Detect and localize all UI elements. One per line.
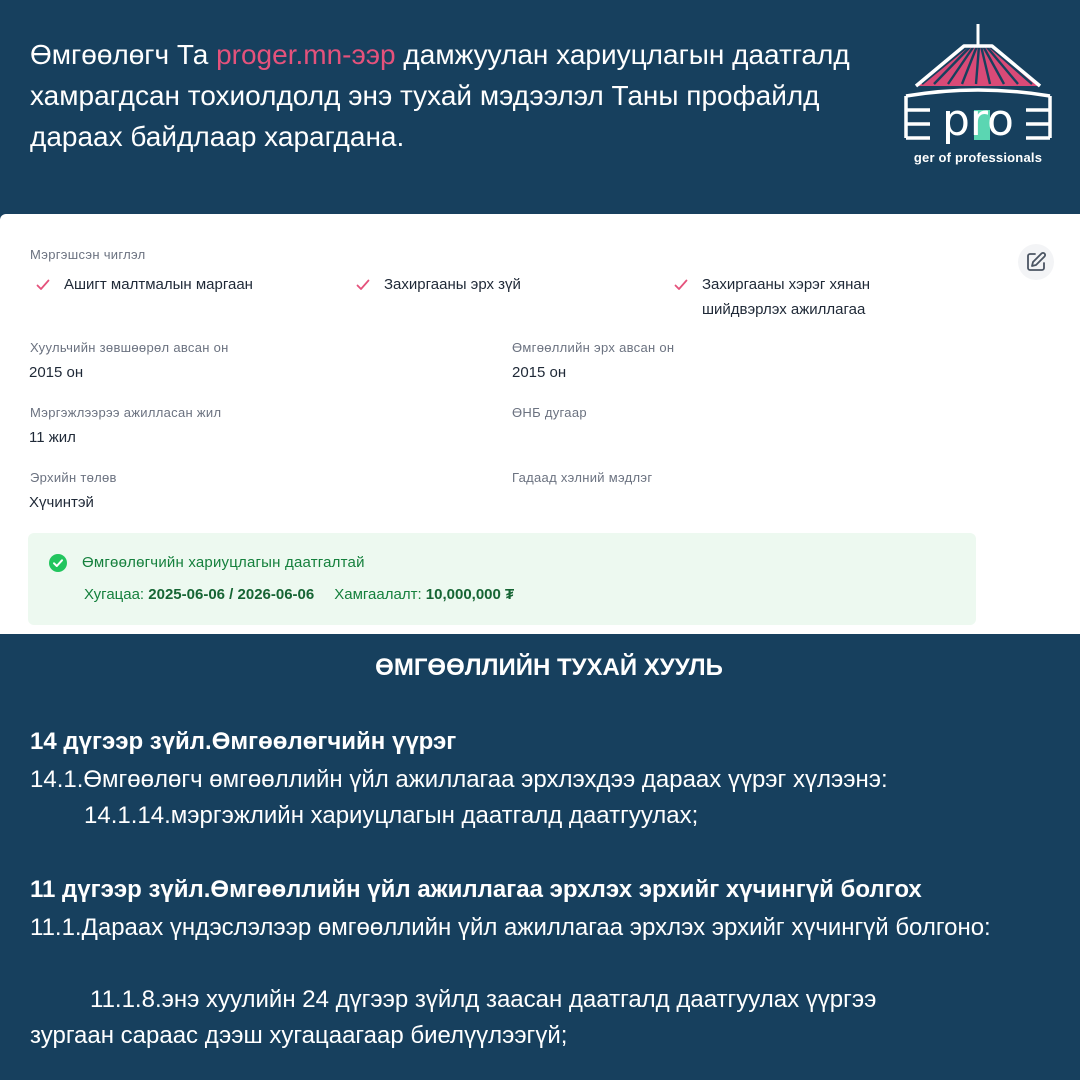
advocate-right-year-value: 2015 он <box>512 364 567 381</box>
check-circle-icon <box>49 554 67 572</box>
years-experience-label: Мэргэжлээрээ ажилласан жил <box>30 405 222 420</box>
intro-text: Өмгөөлөгч Та proger.mn-ээр дамжуулан хариуцлагын даатгалд хамрагдсан тохиолдолд энэ тухай мэдээлэл Таны профайлд дараах байдлаар харагдана. <box>30 39 850 152</box>
check-icon <box>674 272 688 297</box>
article-14-clause: 14.1.Өмгөөлөгч өмгөөллийн үйл ажиллагаа эрхлэхдээ дараах үүрэг хүлээнэ: <box>30 766 888 793</box>
edit-button[interactable] <box>1018 244 1054 280</box>
onb-number-label: ӨНБ дугаар <box>512 405 587 420</box>
status-value: Хүчинтэй <box>29 494 94 511</box>
article-14-heading: 14 дүгээр зүйл.Өмгөөлөгчийн үүрэг <box>30 728 457 755</box>
insurance-title: Өмгөөлөгчийн хариуцлагын даатгалтай <box>82 554 365 571</box>
years-experience-value: 11 жил <box>29 429 76 446</box>
foreign-languages-label: Гадаад хэлний мэдлэг <box>512 470 653 485</box>
header-banner <box>0 0 1080 212</box>
article-11-subclause: 11.1.8.энэ хуулийн 24 дүгээр зүйлд заасан даатгалд даатгуулах үүргээ <box>90 986 877 1013</box>
advocate-right-year-label: Өмгөөллийн эрх авсан он <box>512 340 675 355</box>
article-14-subclause: 14.1.14.мэргэжлийн хариуцлагын даатгалд даатгуулах; <box>84 802 699 829</box>
specialization-item: Захиргааны эрх зүй <box>356 272 521 297</box>
specialization-item: Ашигт малтмалын маргаан <box>36 272 253 297</box>
pro-logo <box>898 24 1058 174</box>
specialization-label: Мэргэшсэн чиглэл <box>30 247 146 262</box>
article-11-heading: 11 дүгээр зүйл.Өмгөөллийн үйл ажиллагаа эрхлэх эрхийг хүчингүй болгох <box>30 876 922 903</box>
check-icon <box>356 272 370 297</box>
yurt-logo-icon <box>898 24 1058 150</box>
article-11-subclause-continued: зургаан сараас дээш хугацаагаар биелүүлээгүй; <box>30 1022 568 1049</box>
specialization-item: Захиргааны хэрэг хянан шийдвэрлэх ажиллагаа <box>674 272 904 322</box>
insurance-details <box>84 586 514 603</box>
period-value: 2025-06-06 / 2026-06-06 <box>148 586 315 603</box>
law-section <box>0 636 1080 1080</box>
check-icon <box>36 272 50 297</box>
proger-link[interactable]: proger.mn-ээр <box>216 39 396 70</box>
coverage-value: 10,000,000 ₮ <box>425 586 515 603</box>
logo-caption: ger of professionals <box>913 150 1043 165</box>
lawyer-license-year-label: Хуульчийн зөвшөөрөл авсан он <box>30 340 229 355</box>
article-11-clause: 11.1.Дараах үндэслэлээр өмгөөллийн үйл ажиллагаа эрхлэх эрхийг хүчингүй болгоно: <box>30 914 991 941</box>
edit-icon <box>1024 250 1048 274</box>
coverage-label: Хамгаалалт: <box>334 586 422 603</box>
law-title: ӨМГӨӨЛЛИЙН ТУХАЙ ХУУЛЬ <box>375 654 723 681</box>
period-label: Хугацаа: <box>84 586 145 603</box>
insurance-banner <box>28 533 976 625</box>
profile-card <box>0 214 1080 634</box>
svg-text:pro: pro <box>942 95 1014 146</box>
lawyer-license-year-value: 2015 он <box>29 364 84 381</box>
status-label: Эрхийн төлөв <box>30 470 117 485</box>
